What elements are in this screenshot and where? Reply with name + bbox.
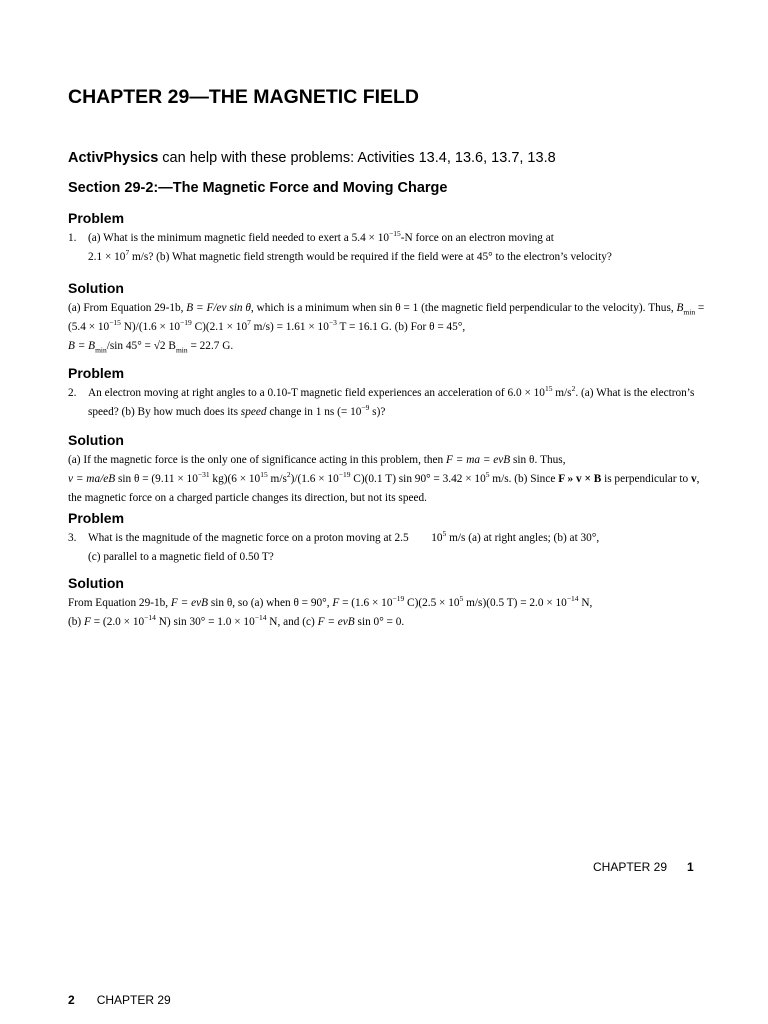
text-span: N, and (c): [266, 616, 318, 628]
symbol: B: [676, 302, 684, 314]
text-span: (a) What is the minimum magnetic field needed to exert a 5.4 × 10: [88, 232, 390, 244]
subscript: min: [683, 307, 696, 317]
text-span: An electron moving at right angles to a 0.10-T magnetic field experiences an acceleration of 6.0 × 10: [88, 387, 545, 399]
subscript: min: [95, 345, 107, 355]
text-span: kg)(6 × 10: [209, 473, 261, 485]
text-span: (c) parallel to a magnetic field of 0.50 T?: [88, 551, 274, 563]
text-span: T = 16.1 G. (b) For θ = 45°,: [336, 321, 466, 333]
equation: B = F/ev sin θ: [186, 302, 251, 314]
text-span: What is the magnitude of the magnetic force on a proton moving at 2.5 10: [88, 532, 443, 544]
text-span: , the magnetic force on a charged particle changes its direction, but not its speed.: [68, 473, 700, 504]
page-number: 1: [687, 860, 694, 874]
text-span: )/(1.6 × 10: [290, 473, 339, 485]
symbol: F: [332, 597, 340, 609]
text-span: C)(2.5 × 10: [404, 597, 460, 609]
text-span: N,: [578, 597, 593, 609]
vector-symbol: v: [690, 473, 697, 485]
page-number: 2: [68, 993, 75, 1007]
problem-text-2: [68, 384, 708, 422]
exponent: −14: [566, 594, 579, 604]
equation: F = evB: [317, 616, 355, 628]
problem-number: 3.: [68, 532, 77, 544]
exponent: 2: [286, 470, 291, 480]
footer-chapter-label: CHAPTER 29: [593, 860, 668, 874]
equation: v = ma/eB: [68, 473, 116, 485]
exponent: 5: [442, 529, 447, 539]
solution-heading: Solution: [68, 432, 124, 448]
activphysics-text: can help with these problems: Activities 13.4, 13.6, 13.7, 13.8: [158, 150, 556, 166]
exponent: 5: [485, 470, 490, 480]
problem-text-3: [68, 529, 708, 567]
solution-heading: Solution: [68, 280, 124, 296]
text-span: change in 1 ns (= 10: [266, 406, 362, 418]
solution-block-3: [68, 575, 708, 632]
text-span: -N force on an electron moving at: [400, 232, 554, 244]
solution-heading: Solution: [68, 575, 124, 591]
text-span: = (5.4 × 10: [68, 302, 705, 333]
exponent: 7: [247, 318, 251, 328]
symbol: B = B: [68, 340, 96, 352]
exponent: −19: [180, 318, 192, 328]
text-span: /sin 45° = √2 B: [106, 340, 176, 352]
text-span: , which is a minimum when sin θ = 1 (the magnetic field perpendicular to the velocity). Thus,: [250, 302, 677, 314]
solution-block-1: [68, 280, 708, 356]
text-span: From Equation 29-1b,: [68, 597, 171, 609]
exponent: 15: [260, 470, 268, 480]
exponent: −14: [254, 613, 267, 623]
text-span: m/s)(0.5 T) = 2.0 × 10: [463, 597, 567, 609]
activphysics-line: [68, 150, 556, 166]
exponent: 7: [125, 248, 130, 258]
exponent: 2: [571, 384, 576, 394]
exponent: −19: [392, 594, 405, 604]
equation: F = ma = evB: [446, 454, 511, 466]
solution-text-3: [68, 594, 708, 632]
solution-block-2: [68, 432, 708, 508]
activphysics-brand: ActivPhysics: [68, 150, 159, 166]
text-span: is perpendicular to: [601, 473, 691, 485]
exponent: −15: [389, 229, 401, 239]
text-span: m/s: [552, 387, 572, 399]
text-span: m/s. (b) Since: [489, 473, 559, 485]
footer-chapter-label: CHAPTER 29: [96, 993, 171, 1007]
text-span: = (1.6 × 10: [339, 597, 393, 609]
text-span: sin θ. Thus,: [510, 454, 566, 466]
problem-block-2: [68, 365, 708, 422]
text-span: 2.1 × 10: [88, 251, 126, 263]
solution-text-1: [68, 299, 708, 356]
text-span: N) sin 30° = 1.0 × 10: [155, 616, 255, 628]
text-span: = (2.0 × 10: [90, 616, 145, 628]
text-span: s)?: [369, 406, 386, 418]
vector-expression: F » v × B: [558, 473, 602, 485]
problem-heading: Problem: [68, 210, 125, 226]
text-span: m/s: [267, 473, 287, 485]
text-span: (b): [68, 616, 84, 628]
problem-block-3: [68, 510, 708, 567]
section-heading: Section 29-2:—The Magnetic Force and Moving Charge: [68, 180, 448, 196]
problem-heading: Problem: [68, 365, 125, 381]
problem-number: 2.: [68, 387, 77, 399]
exponent: 15: [544, 384, 553, 394]
footer-right: [593, 860, 694, 874]
symbol: F: [84, 616, 91, 628]
text-span: C)(2.1 × 10: [191, 321, 248, 333]
exponent: −15: [109, 318, 121, 328]
text-span: m/s) = 1.61 × 10: [250, 321, 329, 333]
text-span: sin 0° = 0.: [354, 616, 405, 628]
chapter-title: CHAPTER 29—THE MAGNETIC FIELD: [68, 86, 420, 108]
problem-text-1: [68, 229, 708, 267]
equation: F = evB: [170, 597, 209, 609]
text-span: sin θ = (9.11 × 10: [115, 473, 198, 485]
problem-block-1: [68, 210, 708, 267]
text-span: (a) If the magnetic force is the only one of significance acting in this problem, then: [68, 454, 447, 466]
exponent: −19: [338, 470, 351, 480]
text-span: . (a) What is the electron’s speed? (b) By how much does its: [88, 387, 695, 418]
text-span: sin θ, so (a) when θ = 90°,: [208, 597, 333, 609]
text-span: C)(0.1 T) sin 90° = 3.42 × 10: [350, 473, 486, 485]
exponent: −31: [197, 470, 210, 480]
exponent: −9: [361, 403, 370, 413]
text-span: m/s (a) at right angles; (b) at 30°,: [446, 532, 600, 544]
text-span: (a) From Equation 29-1b,: [68, 302, 187, 314]
text-span: m/s? (b) What magnetic field strength would be required if the field were at 45° to the electron’s velocity?: [129, 251, 612, 263]
footer-left: [68, 993, 171, 1007]
problem-heading: Problem: [68, 510, 125, 526]
solution-text-2: [68, 451, 708, 508]
exponent: 5: [459, 594, 464, 604]
text-span: N)/(1.6 × 10: [120, 321, 181, 333]
exponent: −3: [328, 318, 337, 328]
emphasis: speed: [240, 406, 267, 418]
problem-number: 1.: [68, 232, 77, 244]
exponent: −14: [144, 613, 156, 623]
text-span: = 22.7 G.: [187, 340, 234, 352]
subscript: min: [175, 345, 188, 355]
